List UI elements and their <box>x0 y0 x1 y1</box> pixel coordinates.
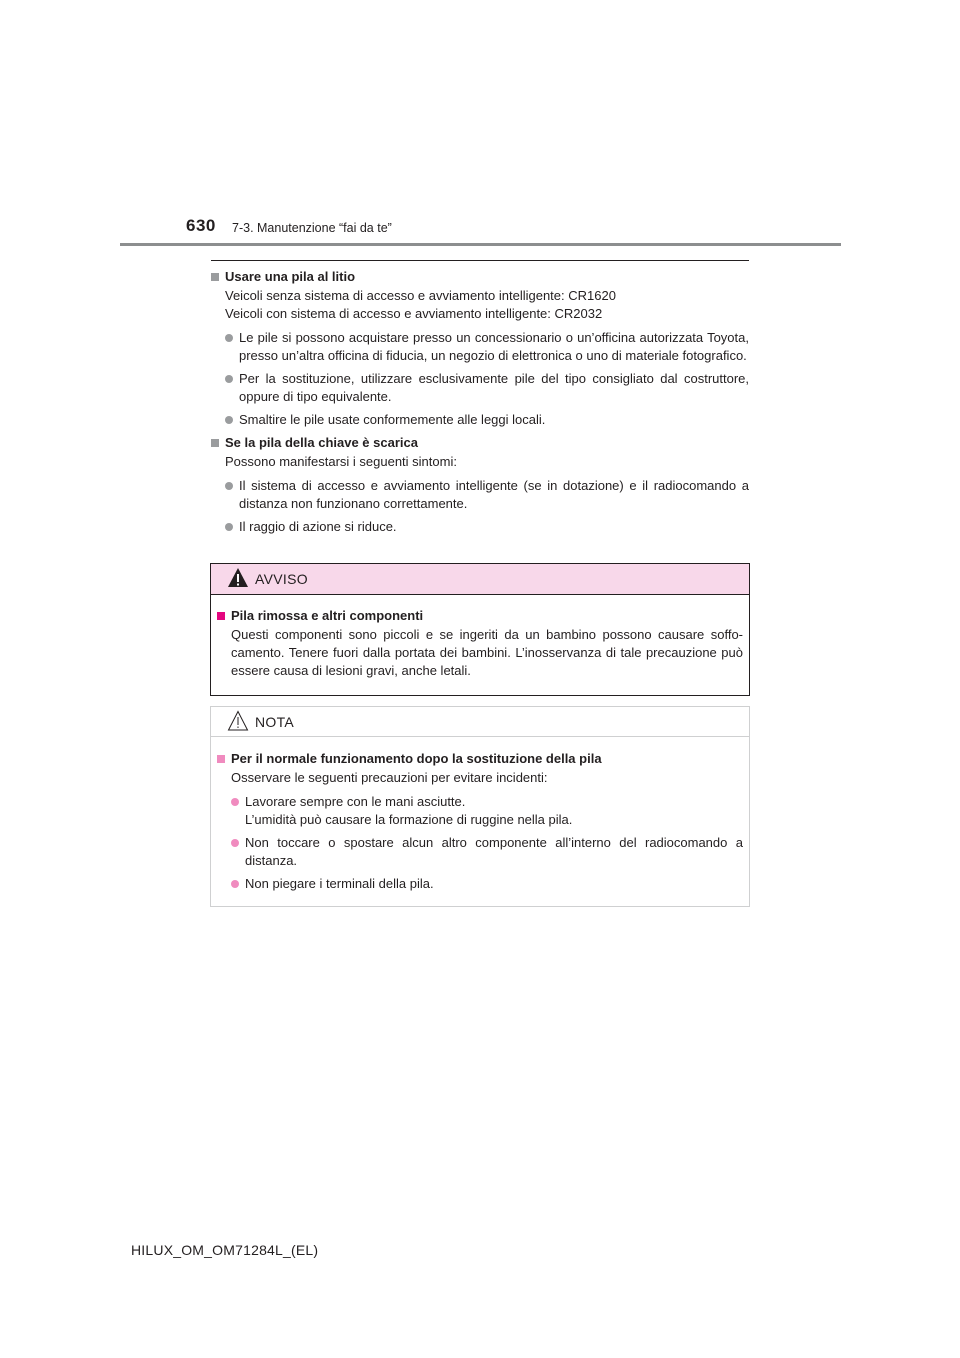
content-rule <box>211 260 749 261</box>
round-bullet-icon <box>225 523 233 531</box>
warning-text: Questi componenti sono piccoli e se ingeriti da un bambino possono causare soffo-camento. Tenere fuori dalla portata dei bambini. L’inosservanza di tale precauzione può essere causa di lesioni gravi, anche letali. <box>231 627 743 678</box>
warning-box <box>210 563 750 696</box>
note-box <box>210 706 750 907</box>
header-rule <box>120 243 841 246</box>
list-item <box>211 411 749 429</box>
warning-box-header <box>211 564 749 595</box>
section-heading <box>211 434 749 452</box>
warning-box-title: AVVISO <box>255 571 308 587</box>
list-item-line: Lavorare sempre con le mani asciutte. <box>245 794 466 809</box>
section-title: 7-3. Manutenzione “fai da te” <box>232 221 392 235</box>
section-lithium-battery <box>211 268 749 429</box>
list-item <box>211 518 749 536</box>
round-bullet-icon <box>225 416 233 424</box>
note-heading <box>217 750 743 768</box>
main-content <box>211 268 749 541</box>
section-heading <box>211 268 749 286</box>
list-item-text: Non piegare i terminali della pila. <box>245 876 434 891</box>
note-intro: Osservare le seguenti precauzioni per evitare incidenti: <box>231 770 548 785</box>
warning-box-body <box>211 595 749 680</box>
section-heading-text: Se la pila della chiave è scarica <box>225 435 418 450</box>
round-bullet-icon <box>231 839 239 847</box>
list-item-text: Il sistema di accesso e avviamento intelligente (se in dotazione) e il radiocomando a distanza non funzionano correttamente. <box>239 478 749 511</box>
round-bullet-icon <box>225 334 233 342</box>
square-bullet-icon <box>211 439 219 447</box>
round-bullet-icon <box>225 375 233 383</box>
paragraph: Possono manifestarsi i seguenti sintomi: <box>225 454 457 469</box>
paragraph: Veicoli con sistema di accesso e avviamento intelligente: CR2032 <box>225 306 603 321</box>
list-item <box>217 793 743 829</box>
square-bullet-icon <box>217 755 225 763</box>
note-box-body <box>211 737 749 893</box>
warning-heading-text: Pila rimossa e altri componenti <box>231 608 424 623</box>
note-box-title: NOTA <box>255 714 295 730</box>
list-item <box>217 875 743 893</box>
section-dead-key-battery <box>211 434 749 536</box>
square-bullet-icon <box>211 273 219 281</box>
warning-heading <box>217 607 743 625</box>
page-number: 630 <box>186 216 216 235</box>
list-item-text: Smaltire le pile usate conformemente alle leggi locali. <box>239 412 546 427</box>
footer-manual-code: HILUX_OM_OM71284L_(EL) <box>131 1242 319 1258</box>
list-item <box>211 329 749 365</box>
list-item <box>211 477 749 513</box>
list-item-text: Il raggio di azione si riduce. <box>239 519 397 534</box>
round-bullet-icon <box>231 880 239 888</box>
list-item <box>211 370 749 406</box>
list-item-text: Non toccare o spostare alcun altro componente all’interno del radiocomando a distanza. <box>245 835 743 868</box>
list-item-text: Le pile si possono acquistare presso un concessionario o un’officina autorizzata Toyota, presso un’altra officina di fiducia, un negozio di elettronica o uno di materiale fotografico. <box>239 330 749 363</box>
list-item <box>217 834 743 870</box>
caution-triangle-icon <box>227 710 249 732</box>
warning-triangle-icon <box>227 567 249 589</box>
square-bullet-icon <box>217 612 225 620</box>
list-item-text: Per la sostituzione, utilizzare esclusivamente pile del tipo consigliato dal costruttore, oppure di tipo equivalente. <box>239 371 749 404</box>
note-heading-text: Per il normale funzionamento dopo la sostituzione della pila <box>231 751 602 766</box>
list-item-text <box>245 793 743 829</box>
round-bullet-icon <box>225 482 233 490</box>
paragraph: Veicoli senza sistema di accesso e avviamento intelligente: CR1620 <box>225 288 616 303</box>
section-heading-text: Usare una pila al litio <box>225 269 356 284</box>
round-bullet-icon <box>231 798 239 806</box>
list-item-line: L’umidità può causare la formazione di ruggine nella pila. <box>245 812 573 827</box>
note-box-header <box>211 707 749 737</box>
